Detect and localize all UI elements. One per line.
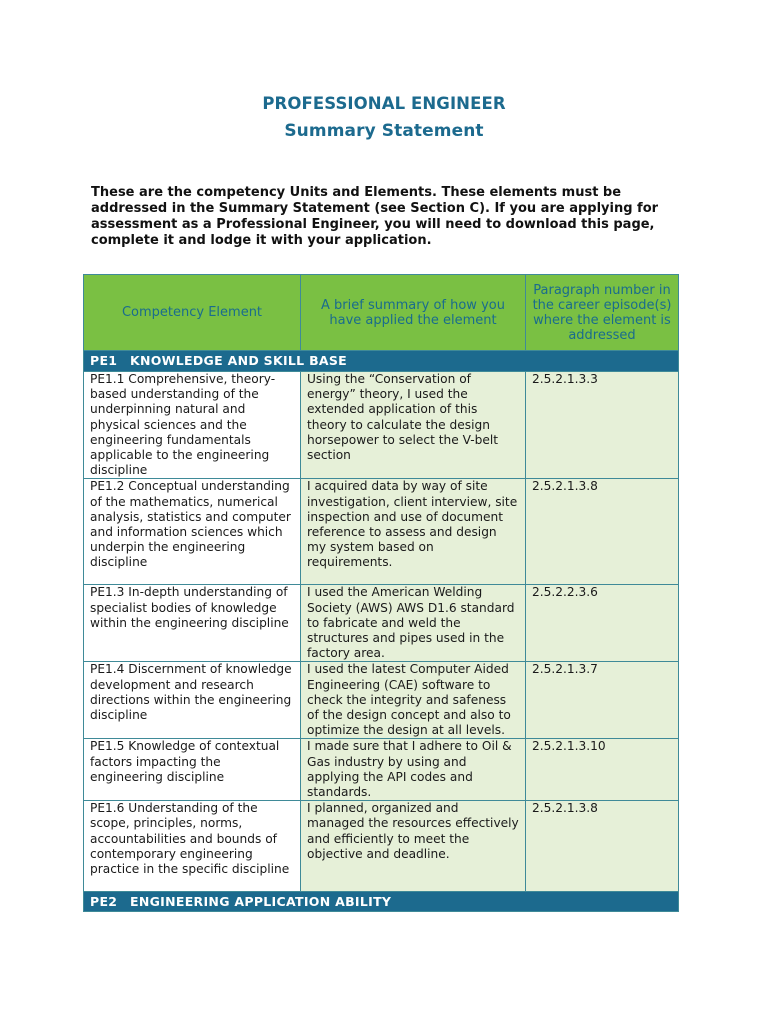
- paragraph-cell[interactable]: 2.5.2.2.3.6: [526, 585, 679, 662]
- section-row-pe2: [84, 892, 679, 912]
- column-header-competency-element: Competency Element: [84, 275, 301, 351]
- section-title: KNOWLEDGE AND SKILL BASE: [130, 353, 348, 369]
- element-cell: PE1.5 Knowledge of contextual factors impacting the engineering discipline: [84, 739, 301, 801]
- table-row: [84, 662, 679, 739]
- table-row: [84, 585, 679, 662]
- element-cell: PE1.4 Discernment of knowledge development and research directions within the engineering discipline: [84, 662, 301, 739]
- table-row: [84, 372, 679, 479]
- summary-cell[interactable]: I acquired data by way of site investigation, client interview, site inspection and use of document reference to assess and design my system based on requirements.: [301, 479, 526, 585]
- section-heading: [84, 892, 679, 912]
- element-cell: PE1.3 In-depth understanding of specialist bodies of knowledge within the engineering discipline: [84, 585, 301, 662]
- summary-cell[interactable]: I planned, organized and managed the resources effectively and efficiently to meet the objective and deadline.: [301, 801, 526, 892]
- paragraph-cell[interactable]: 2.5.2.1.3.8: [526, 801, 679, 892]
- page-title: PROFESSIONAL ENGINEER: [262, 94, 506, 113]
- summary-cell[interactable]: Using the “Conservation of energy” theory, I used the extended application of this theory to calculate the design horsepower to select the V-belt section: [301, 372, 526, 479]
- summary-cell[interactable]: I used the American Welding Society (AWS) AWS D1.6 standard to fabricate and weld the structures and pipes used in the factory area.: [301, 585, 526, 662]
- intro-paragraph: These are the competency Units and Elements. These elements must be addressed in the Summary Statement (see Section C). If you are applying for assessment as a Professional Engineer, you will need to download this page, complete it and lodge it with your application.: [91, 185, 659, 248]
- paragraph-cell[interactable]: 2.5.2.1.3.10: [526, 739, 679, 801]
- element-cell: PE1.2 Conceptual understanding of the mathematics, numerical analysis, statistics and computer and information sciences which underpin the engineering discipline: [84, 479, 301, 585]
- page-subtitle: Summary Statement: [284, 121, 484, 141]
- paragraph-cell[interactable]: 2.5.2.1.3.3: [526, 372, 679, 479]
- paragraph-cell[interactable]: 2.5.2.1.3.7: [526, 662, 679, 739]
- summary-cell[interactable]: I used the latest Computer Aided Engineering (CAE) software to check the integrity and safeness of the design concept and also to optimize the design at all levels.: [301, 662, 526, 739]
- column-header-paragraph-number: Paragraph number in the career episode(s) where the element is addressed: [526, 275, 679, 351]
- section-code: PE2: [90, 894, 118, 910]
- table-row: [84, 739, 679, 801]
- section-heading: [84, 351, 679, 372]
- column-header-summary: A brief summary of how you have applied the element: [301, 275, 526, 351]
- paragraph-cell[interactable]: 2.5.2.1.3.8: [526, 479, 679, 585]
- section-title: ENGINEERING APPLICATION ABILITY: [130, 894, 392, 910]
- table-row: [84, 479, 679, 585]
- section-row-pe1: [84, 351, 679, 372]
- element-cell: PE1.6 Understanding of the scope, principles, norms, accountabilities and bounds of contemporary engineering practice in the specific discipline: [84, 801, 301, 892]
- summary-cell[interactable]: I made sure that I adhere to Oil & Gas industry by using and applying the API codes and standards.: [301, 739, 526, 801]
- competency-table: [83, 274, 679, 912]
- table-row: [84, 801, 679, 892]
- table-header-row: [84, 275, 679, 351]
- element-cell: PE1.1 Comprehensive, theory-based understanding of the underpinning natural and physical sciences and the engineering fundamentals applicable to the engineering discipline: [84, 372, 301, 479]
- section-code: PE1: [90, 353, 118, 369]
